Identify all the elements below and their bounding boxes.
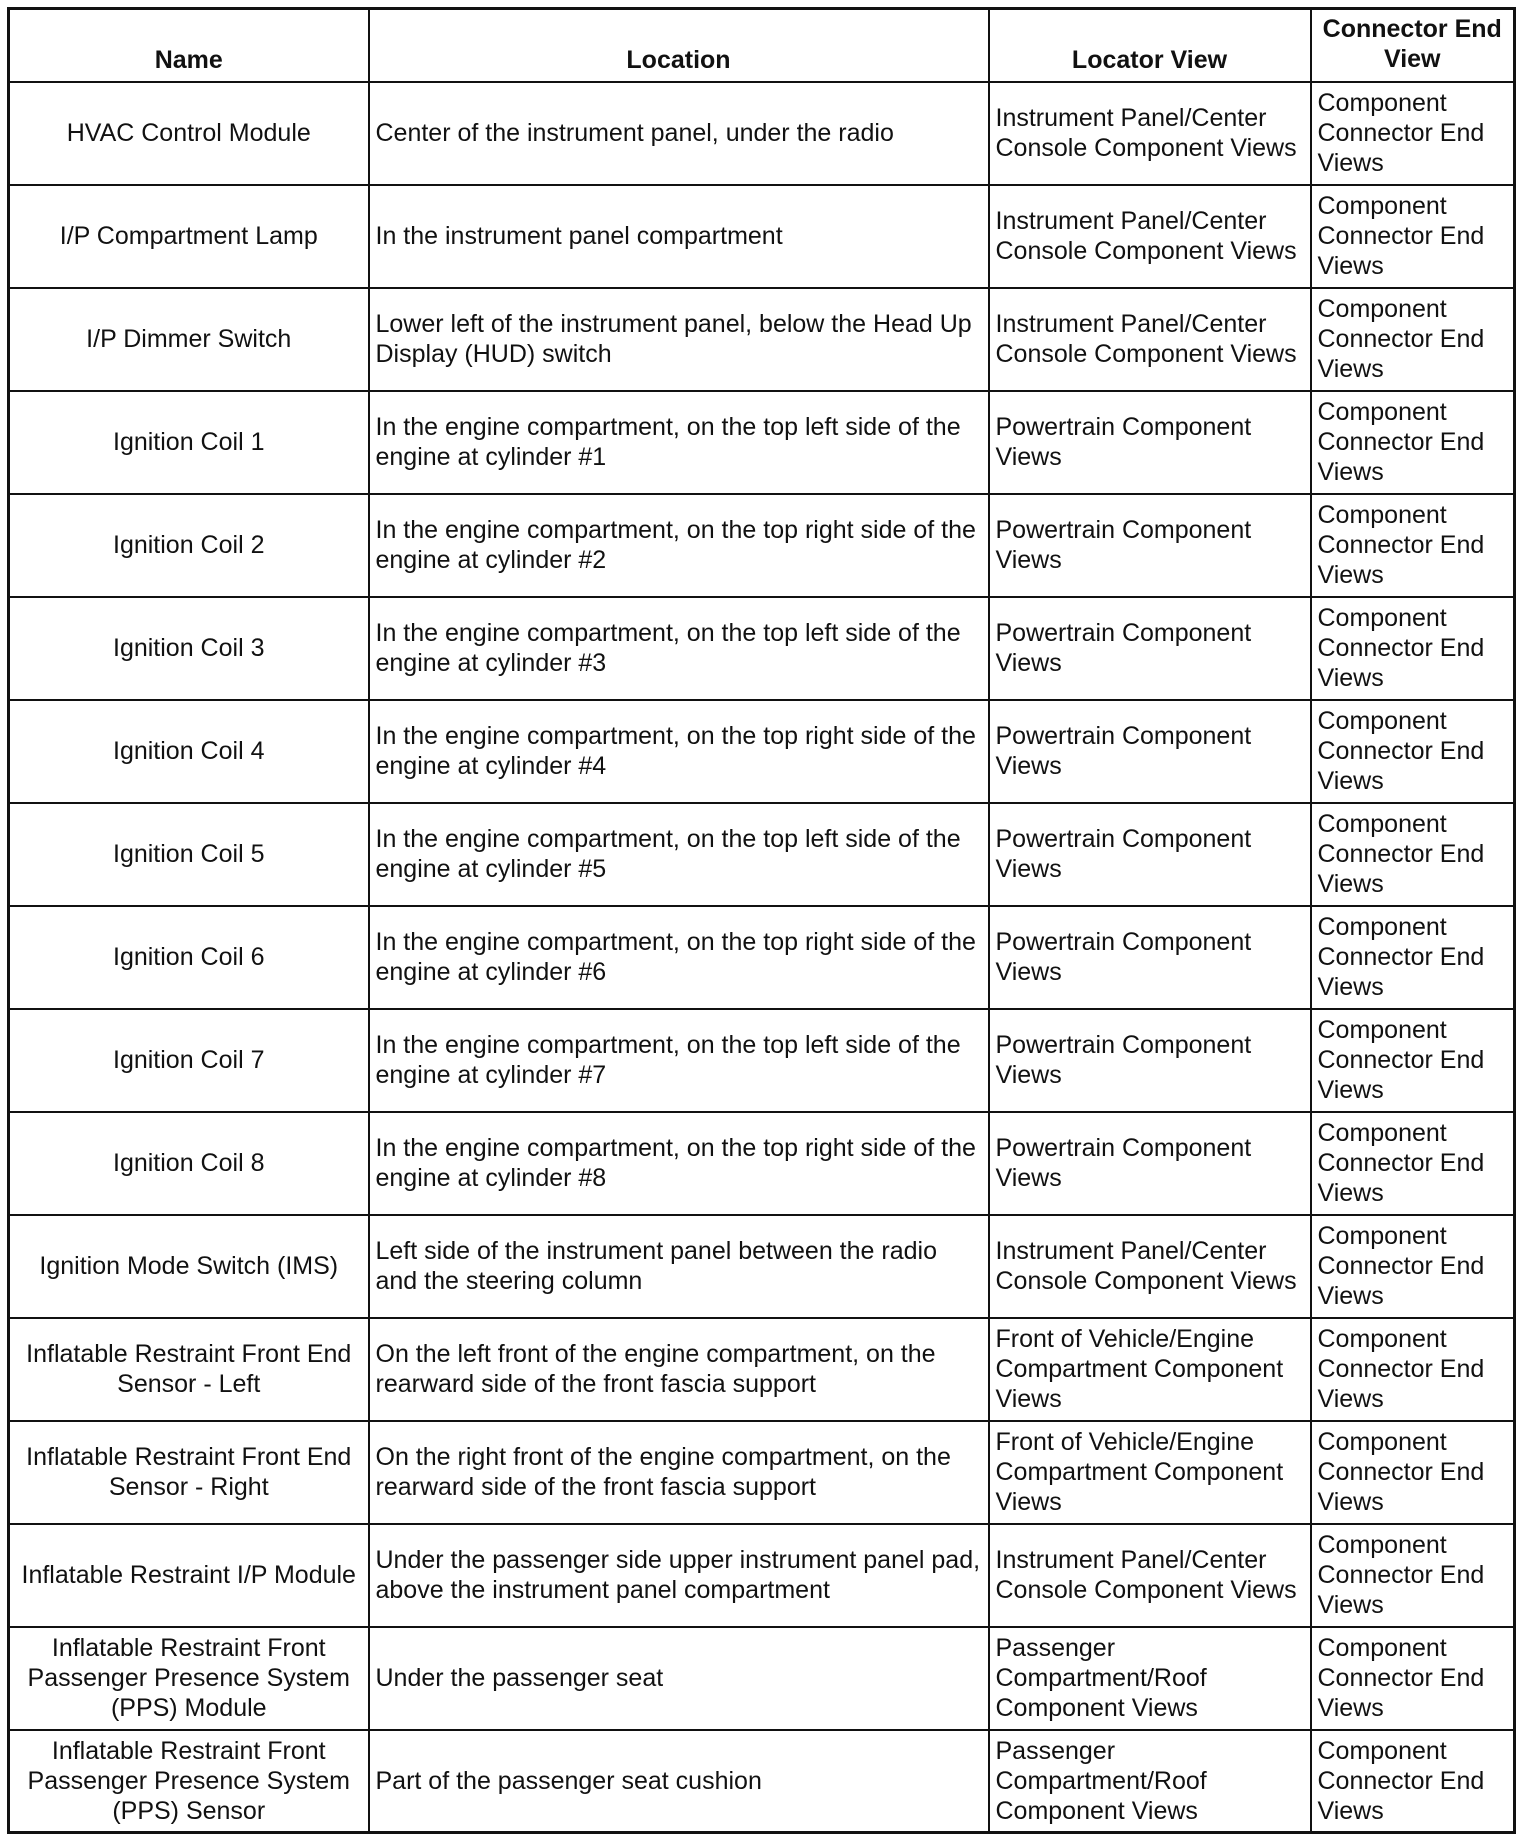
cell-location: Under the passenger side upper instrument panel pad, above the instrument panel compartment	[369, 1524, 989, 1627]
table-row	[9, 1215, 1515, 1318]
header-locator-view: Locator View	[989, 9, 1311, 82]
table-row	[9, 1112, 1515, 1215]
cell-name: Ignition Coil 2	[9, 494, 369, 597]
cell-name: Ignition Coil 3	[9, 597, 369, 700]
table-row	[9, 906, 1515, 1009]
cell-name: Ignition Coil 8	[9, 1112, 369, 1215]
cell-connector-end-view: Component Connector End Views	[1311, 1421, 1515, 1524]
cell-location: In the engine compartment, on the top right side of the engine at cylinder #4	[369, 700, 989, 803]
cell-location: In the engine compartment, on the top right side of the engine at cylinder #2	[369, 494, 989, 597]
table-body	[9, 82, 1515, 1833]
cell-connector-end-view: Component Connector End Views	[1311, 1524, 1515, 1627]
cell-locator-view: Passenger Compartment/Roof Component Views	[989, 1627, 1311, 1730]
table-row	[9, 288, 1515, 391]
cell-name: Ignition Coil 6	[9, 906, 369, 1009]
cell-locator-view: Powertrain Component Views	[989, 803, 1311, 906]
table-row	[9, 82, 1515, 185]
table-row	[9, 391, 1515, 494]
cell-connector-end-view: Component Connector End Views	[1311, 803, 1515, 906]
table-row	[9, 1524, 1515, 1627]
cell-name: Inflatable Restraint Front Passenger Presence System (PPS) Sensor	[9, 1730, 369, 1833]
cell-name: Inflatable Restraint Front Passenger Presence System (PPS) Module	[9, 1627, 369, 1730]
cell-locator-view: Front of Vehicle/Engine Compartment Component Views	[989, 1318, 1311, 1421]
cell-location: Left side of the instrument panel between the radio and the steering column	[369, 1215, 989, 1318]
cell-locator-view: Powertrain Component Views	[989, 494, 1311, 597]
cell-connector-end-view: Component Connector End Views	[1311, 288, 1515, 391]
cell-connector-end-view: Component Connector End Views	[1311, 1318, 1515, 1421]
table-row	[9, 700, 1515, 803]
cell-location: Center of the instrument panel, under the radio	[369, 82, 989, 185]
header-location: Location	[369, 9, 989, 82]
table-row	[9, 597, 1515, 700]
cell-location: Lower left of the instrument panel, below the Head Up Display (HUD) switch	[369, 288, 989, 391]
cell-locator-view: Powertrain Component Views	[989, 1009, 1311, 1112]
cell-connector-end-view: Component Connector End Views	[1311, 185, 1515, 288]
cell-connector-end-view: Component Connector End Views	[1311, 1112, 1515, 1215]
table-row	[9, 1421, 1515, 1524]
table-row	[9, 1009, 1515, 1112]
cell-name: Ignition Coil 4	[9, 700, 369, 803]
cell-name: Ignition Coil 1	[9, 391, 369, 494]
cell-locator-view: Instrument Panel/Center Console Component Views	[989, 185, 1311, 288]
cell-connector-end-view: Component Connector End Views	[1311, 1730, 1515, 1833]
table-row	[9, 494, 1515, 597]
cell-name: Ignition Mode Switch (IMS)	[9, 1215, 369, 1318]
cell-name: I/P Compartment Lamp	[9, 185, 369, 288]
cell-locator-view: Powertrain Component Views	[989, 906, 1311, 1009]
cell-name: Inflatable Restraint Front End Sensor - Left	[9, 1318, 369, 1421]
cell-locator-view: Instrument Panel/Center Console Component Views	[989, 1524, 1311, 1627]
cell-locator-view: Powertrain Component Views	[989, 391, 1311, 494]
cell-locator-view: Passenger Compartment/Roof Component Views	[989, 1730, 1311, 1833]
cell-location: In the engine compartment, on the top right side of the engine at cylinder #6	[369, 906, 989, 1009]
cell-locator-view: Front of Vehicle/Engine Compartment Component Views	[989, 1421, 1311, 1524]
cell-location: In the engine compartment, on the top left side of the engine at cylinder #5	[369, 803, 989, 906]
cell-location: Part of the passenger seat cushion	[369, 1730, 989, 1833]
cell-name: I/P Dimmer Switch	[9, 288, 369, 391]
table-row	[9, 1730, 1515, 1833]
cell-connector-end-view: Component Connector End Views	[1311, 1009, 1515, 1112]
cell-location: Under the passenger seat	[369, 1627, 989, 1730]
cell-connector-end-view: Component Connector End Views	[1311, 597, 1515, 700]
table-row	[9, 1318, 1515, 1421]
cell-connector-end-view: Component Connector End Views	[1311, 494, 1515, 597]
cell-location: In the engine compartment, on the top left side of the engine at cylinder #7	[369, 1009, 989, 1112]
component-locator-table	[7, 7, 1516, 1834]
cell-name: Inflatable Restraint Front End Sensor - Right	[9, 1421, 369, 1524]
header-name: Name	[9, 9, 369, 82]
cell-location: In the engine compartment, on the top left side of the engine at cylinder #1	[369, 391, 989, 494]
cell-connector-end-view: Component Connector End Views	[1311, 391, 1515, 494]
cell-location: In the instrument panel compartment	[369, 185, 989, 288]
cell-location: In the engine compartment, on the top left side of the engine at cylinder #3	[369, 597, 989, 700]
cell-name: HVAC Control Module	[9, 82, 369, 185]
header-connector-end-view: Connector End View	[1311, 9, 1515, 82]
cell-locator-view: Instrument Panel/Center Console Component Views	[989, 1215, 1311, 1318]
table-header	[9, 9, 1515, 82]
cell-locator-view: Instrument Panel/Center Console Component Views	[989, 288, 1311, 391]
table-row	[9, 185, 1515, 288]
cell-locator-view: Powertrain Component Views	[989, 700, 1311, 803]
cell-locator-view: Powertrain Component Views	[989, 597, 1311, 700]
cell-location: On the right front of the engine compartment, on the rearward side of the front fascia support	[369, 1421, 989, 1524]
cell-connector-end-view: Component Connector End Views	[1311, 1215, 1515, 1318]
cell-name: Inflatable Restraint I/P Module	[9, 1524, 369, 1627]
cell-connector-end-view: Component Connector End Views	[1311, 906, 1515, 1009]
table-row	[9, 803, 1515, 906]
cell-locator-view: Instrument Panel/Center Console Component Views	[989, 82, 1311, 185]
cell-connector-end-view: Component Connector End Views	[1311, 82, 1515, 185]
cell-name: Ignition Coil 5	[9, 803, 369, 906]
header-row	[9, 9, 1515, 82]
cell-connector-end-view: Component Connector End Views	[1311, 700, 1515, 803]
table-row	[9, 1627, 1515, 1730]
cell-location: On the left front of the engine compartment, on the rearward side of the front fascia support	[369, 1318, 989, 1421]
cell-location: In the engine compartment, on the top right side of the engine at cylinder #8	[369, 1112, 989, 1215]
cell-name: Ignition Coil 7	[9, 1009, 369, 1112]
cell-connector-end-view: Component Connector End Views	[1311, 1627, 1515, 1730]
cell-locator-view: Powertrain Component Views	[989, 1112, 1311, 1215]
